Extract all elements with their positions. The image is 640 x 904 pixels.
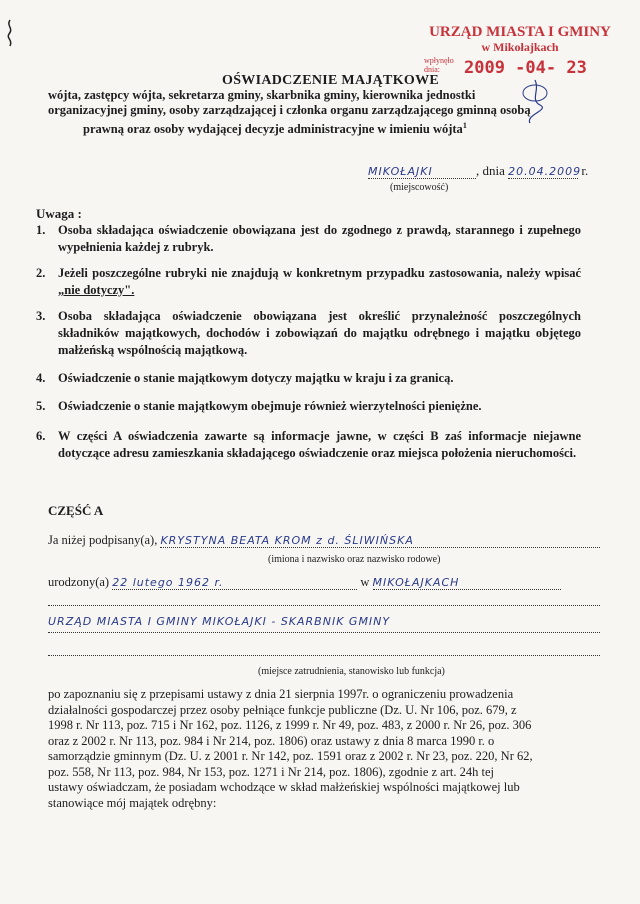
employment-line [48, 631, 600, 633]
date-value: 20.04.2009 [508, 165, 582, 178]
subtitle-line-1: wójta, zastępcy wójta, sekretarza gminy, skarbnika gminy, kierownika jednostki [48, 88, 476, 102]
note-text: Osoba składająca oświadczenie obowiązana jest określić przynależność poszczególnych składników majątkowych, dochodów i zobowiązań do majątku odrębnego i majątku objętego małżeńską wspólnością majątkową. [58, 309, 581, 357]
note-1 [36, 222, 581, 256]
note-number: 1. [36, 223, 46, 237]
stamp-received-date: 2009 -04- 23 [464, 58, 587, 78]
note-2 [36, 265, 581, 299]
document-subtitle [48, 88, 608, 137]
stamp-office-city: w Mikołajkach [481, 40, 559, 54]
born-line [48, 575, 561, 590]
paragraph-line: samorządzie gminnym (Dz. U. z 2001 r. Nr 142, poz. 1591 oraz z 2002 r. Nr 23, poz. 220, Nr 62, [48, 749, 533, 763]
paragraph-line: po zapoznaniu się z przepisami ustawy z dnia 21 sierpnia 1997r. o ograniczeniu prowadzenia [48, 687, 514, 701]
note-text: Jeżeli poszczególne rubryki nie znajdują w konkretnym przypadku zastosowania, należy wpisać [58, 266, 581, 280]
note-number: 6. [36, 429, 46, 443]
paragraph-line: oraz z 2002 r. Nr 113, poz. 984 i Nr 214, poz. 1806) oraz ustawy z dnia 8 marca 1990 r. o [48, 733, 495, 748]
note-4 [36, 370, 581, 387]
paragraph-line: 1998 r. Nr 113, poz. 715 i Nr 162, poz. 1126, z 1999 r. Nr 49, poz. 483, z 2000 r. Nr 26, poz. 306 [48, 718, 532, 732]
born-label: urodzony(a) [48, 575, 110, 589]
born-place: MIKOŁAJKACH [373, 576, 561, 590]
employment-value: URZĄD MIASTA I GMINY MIKOŁAJKI - SKARBNIK GMINY [48, 615, 391, 628]
margin-mark [4, 18, 16, 48]
born-in-label: w [360, 575, 370, 589]
date-suffix: r. [581, 163, 589, 178]
blank-line [48, 654, 600, 656]
note-number: 2. [36, 266, 46, 280]
date-label: , dnia [476, 163, 505, 178]
footnote-mark: 1 [462, 121, 467, 130]
note-text: Osoba składająca oświadczenie obowiązana jest do zgodnego z prawdą, starannego i zupełnego wypełnienia każdej z rubryk. [58, 223, 581, 254]
signed-line [48, 533, 600, 548]
place-caption: (miejscowość) [390, 182, 449, 193]
stamp-office-name: URZĄD MIASTA I GMINY [429, 24, 611, 40]
note-number: 4. [36, 371, 46, 385]
paragraph-line: stanowiące mój majątek odrębny: [48, 795, 217, 810]
part-a-heading: CZĘŚĆ A [48, 503, 104, 518]
note-number: 5. [36, 399, 46, 413]
blank-line [48, 604, 600, 606]
note-text-underlined: „nie dotyczy". [58, 283, 135, 297]
note-text: W części A oświadczenia zawarte są informacje jawne, w części B zaś informacje niejawne dotyczące adresu zamieszkania składającego oświadczenie oraz miejsca położenia nieruchomości. [58, 429, 581, 460]
note-number: 3. [36, 309, 46, 323]
born-date: 22 lutego 1962 r. [112, 576, 357, 590]
paragraph-line: działalności gospodarczej przez osoby pełniące funkcje publiczne (Dz. U. Nr 106, poz. 679, z [48, 702, 517, 717]
note-6 [36, 428, 581, 462]
note-text: Oświadczenie o stanie majątkowym obejmuje również wierzytelności pieniężne. [58, 399, 482, 413]
note-text: Oświadczenie o stanie majątkowym dotyczy majątku w kraju i za granicą. [58, 371, 454, 385]
signed-value: KRYSTYNA BEATA KROM z d. ŚLIWIŃSKA [160, 534, 600, 548]
place-value: MIKOŁAJKI [368, 165, 476, 179]
name-caption: (imiona i nazwisko oraz nazwisko rodowe) [268, 554, 441, 565]
note-5 [36, 398, 581, 415]
place-date-line [368, 163, 588, 179]
note-3 [36, 308, 581, 359]
paragraph-line: ustawy oświadczam, że posiadam wchodzące w skład małżeńskiej wspólności majątkowej lub [48, 780, 520, 794]
subtitle-line-2: organizacyjnej gminy, osoby zarządzającej i członka organu zarządzającego gminną osobą [48, 103, 531, 117]
subtitle-line-3: prawną oraz osoby wydającej decyzje administracyjne w imieniu wójta [83, 122, 463, 137]
notes-heading: Uwaga : [36, 206, 82, 221]
paragraph-line: poz. 558, Nr 113, poz. 984, Nr 153, poz. 1271 i Nr 214, poz. 1806), zgodnie z art. 24h tej [48, 764, 494, 779]
declaration-paragraph [48, 687, 608, 811]
stamp-received-label: wpłynęło dnia: [424, 56, 454, 74]
employment-caption: (miejsce zatrudnienia, stanowisko lub funkcja) [258, 666, 445, 677]
signed-label: Ja niżej podpisany(a), [48, 533, 158, 547]
document-title: OŚWIADCZENIE MAJĄTKOWE [222, 73, 440, 88]
office-stamp [420, 24, 620, 55]
